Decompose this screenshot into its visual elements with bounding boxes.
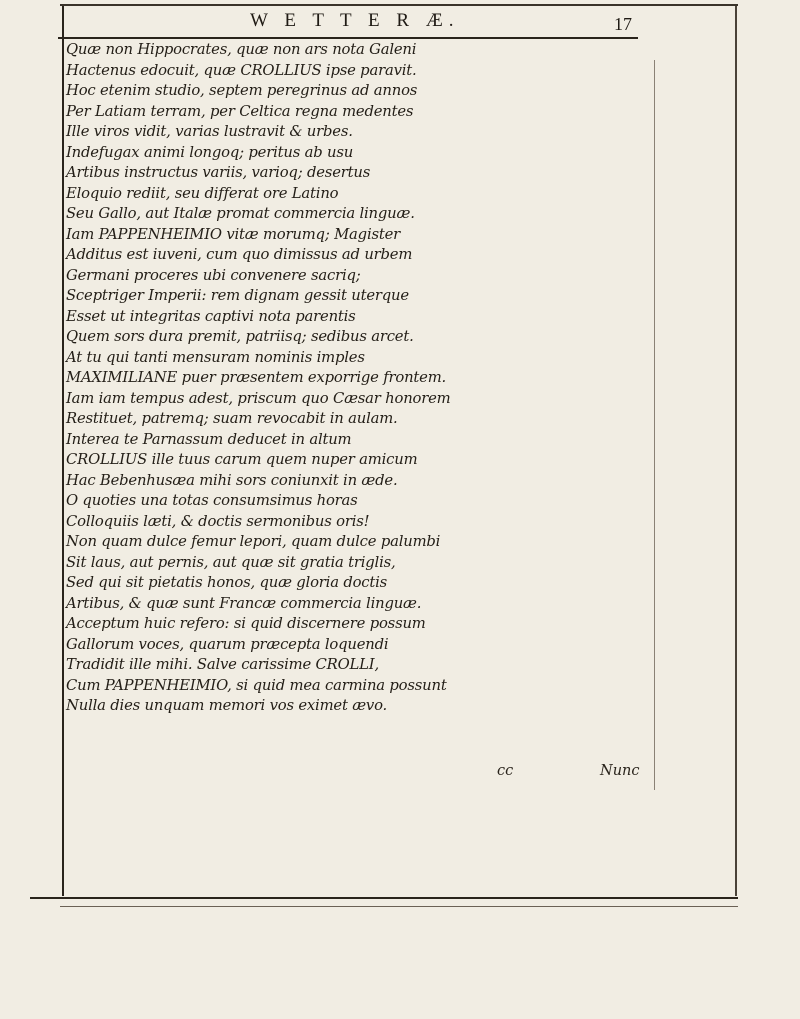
verse-line: At tu qui tanti mensuram nominis imples xyxy=(66,348,365,366)
inner-margin-rule xyxy=(654,60,655,790)
verse-line: Artibus instructus variis, varioq; desertus xyxy=(66,164,371,181)
verse-line: Cum PAPPENHEIMIO, si quid mea carmina possunt xyxy=(66,676,447,694)
verse-line: Hoc etenim studio, septem peregrinus ad annos xyxy=(66,82,418,99)
verse-line: Artibus, & quæ sunt Francæ commercia linguæ. xyxy=(66,594,422,612)
verse-line: Sed qui sit pietatis honos, quæ gloria doctis xyxy=(66,574,388,591)
verse-line: Germani proceres ubi convenere sacriq; xyxy=(66,266,361,284)
verse-line: Per Latiam terram, per Celtica regna medentes xyxy=(66,102,414,120)
verse-line: Hac Bebenhusæa mihi sors coniunxit in æde. xyxy=(66,471,398,489)
verse-line: Additus est iuveni, cum quo dimissus ad urbem xyxy=(66,246,413,263)
page-number: 17 xyxy=(614,14,632,34)
verse-line: Indefugax animi longoq; peritus ab usu xyxy=(66,143,354,161)
catchword-next-page: Nunc xyxy=(600,763,640,779)
verse-line: Quem sors dura premit, patriisq; sedibus arcet. xyxy=(66,328,414,345)
verse-line: Esset ut integritas captivi nota parentis xyxy=(66,307,356,325)
verse-line: Restituet, patremq; suam revocabit in aulam. xyxy=(66,410,398,427)
header-rule xyxy=(58,37,638,39)
verse-line: CROLLIUS ille tuus carum quem nuper amicum xyxy=(66,451,418,468)
verse-line: Sceptriger Imperii: rem dignam gessit uterque xyxy=(66,287,409,304)
verse-line: Eloquio rediit, seu differat ore Latino xyxy=(66,184,339,202)
verse-line: Ille viros vidit, varias lustravit & urbes. xyxy=(66,123,353,140)
bottom-border-rule xyxy=(30,897,738,899)
running-header-title: W E T T E R Æ. xyxy=(250,10,460,31)
verse-line: Colloquiis læti, & doctis sermonibus oris! xyxy=(66,512,370,530)
right-border-rule xyxy=(735,6,737,896)
verse-line: Hactenus edocuit, quæ CROLLIUS ipse paravit. xyxy=(66,61,417,79)
poem-text-block xyxy=(66,40,646,717)
verse-line: Nulla dies unquam memori vos eximet ævo. xyxy=(66,697,388,714)
verse-line: Acceptum huic refero: si quid discernere possum xyxy=(66,615,426,632)
verse-line: O quoties una totas consumsimus horas xyxy=(66,492,358,509)
verse-line: Tradidit ille mihi. Salve carissime CROLLI, xyxy=(66,656,379,673)
bottom-secondary-rule xyxy=(60,906,738,907)
verse-line: Iam PAPPENHEIMIO vitæ morumq; Magister xyxy=(66,225,401,243)
signature-mark: cc xyxy=(497,763,514,779)
verse-line: Gallorum voces, quarum præcepta loquendi xyxy=(66,635,389,653)
top-border-rule xyxy=(60,4,738,6)
verse-line: Sit laus, aut pernis, aut quæ sit gratia triglis, xyxy=(66,553,396,571)
verse-line: Iam iam tempus adest, priscum quo Cæsar honorem xyxy=(66,389,451,407)
verse-line: Seu Gallo, aut Italæ promat commercia linguæ. xyxy=(66,205,415,222)
verse-line: Quæ non Hippocrates, quæ non ars nota Galeni xyxy=(66,41,417,58)
verse-line: Interea te Parnassum deducet in altum xyxy=(66,430,352,448)
verse-line: Non quam dulce femur lepori, quam dulce palumbi xyxy=(66,533,441,550)
left-border-rule xyxy=(62,6,64,896)
verse-line: MAXIMILIANE puer præsentem exporrige frontem. xyxy=(66,369,447,386)
